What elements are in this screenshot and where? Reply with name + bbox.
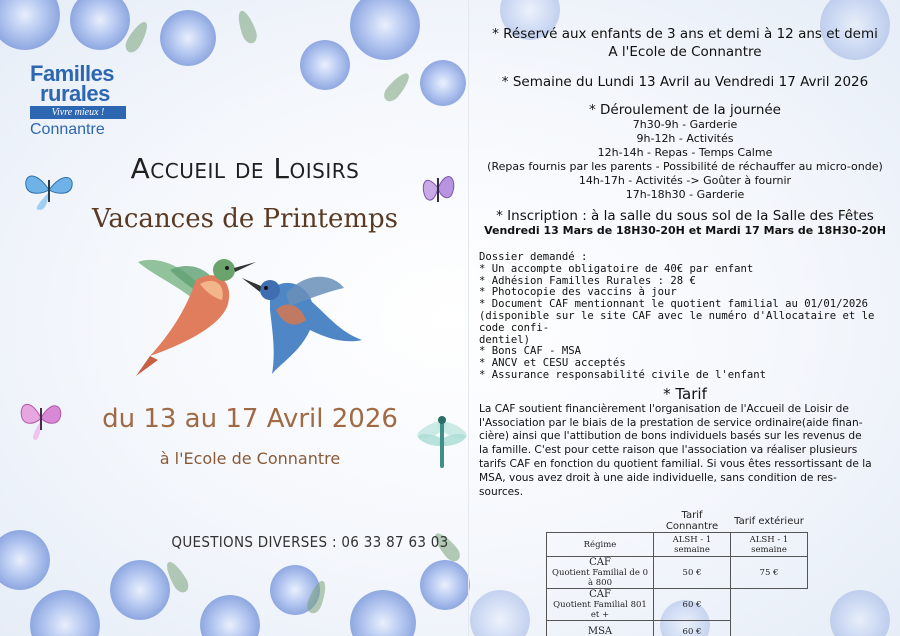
schedule-title: * Déroulement de la journée xyxy=(589,102,781,118)
column-header-connantre: Tarif Connantre xyxy=(665,510,719,532)
logo-town: Connantre xyxy=(30,121,105,138)
table-row xyxy=(547,589,808,621)
flower-decoration-right-bottom xyxy=(830,590,890,636)
schedule-item: (Repas fournis par les parents - Possibilité de réchauffer au micro-onde) xyxy=(487,160,883,173)
inscription-dates: Vendredi 13 Mars de 18H30-20H et Mardi 17 Mars de 18H30-20H xyxy=(484,224,886,237)
flower-decoration-bottom xyxy=(110,560,170,620)
regime-name: CAF xyxy=(589,589,611,600)
price-exterieur: 75 € xyxy=(731,557,808,589)
price-exterieur xyxy=(731,589,808,621)
age-requirement-location: A l'Ecole de Connantre xyxy=(608,44,762,60)
dossier-item: * Un accompte obligatoire de 40€ par enfant xyxy=(479,262,754,275)
flower-decoration-top xyxy=(350,0,420,60)
schedule-list xyxy=(476,118,894,202)
table-blank-cell xyxy=(547,510,654,533)
tarif-line: La CAF soutient financièrement l'organisation de l'Accueil de Loisir de xyxy=(479,402,849,415)
regime-name: MSA xyxy=(587,626,613,636)
dragonfly-icon xyxy=(414,408,470,472)
event-location: à l'Ecole de Connantre xyxy=(159,449,341,468)
dossier-item: (disponible sur le site CAF avec le numéro d'Allocataire et le code confi- xyxy=(479,309,875,334)
flower-decoration-bottom xyxy=(0,530,50,590)
hummingbirds-illustration xyxy=(130,240,370,380)
table-header-row xyxy=(547,533,808,557)
schedule-item: 12h-14h - Repas - Temps Calme xyxy=(597,146,773,159)
flower-decoration-top xyxy=(420,60,466,106)
table-top-row xyxy=(547,510,808,533)
page-subtitle: Vacances de Printemps xyxy=(91,204,398,234)
page-title: Accueil de Loisirs xyxy=(130,152,360,185)
tarif-table xyxy=(546,510,808,636)
leaf-decoration xyxy=(381,69,414,104)
dossier-item: dentiel) xyxy=(479,333,531,346)
flower-decoration-top xyxy=(300,40,350,90)
flower-decoration-bottom xyxy=(420,560,470,610)
week-dates: * Semaine du Lundi 13 Avril au Vendredi 17 Avril 2026 xyxy=(501,74,869,90)
regime-detail: Quotient Familial de 0 à 800 xyxy=(552,568,648,588)
regime-name: CAF xyxy=(589,557,611,568)
schedule-item: 9h-12h - Activités xyxy=(636,132,734,145)
tarif-line: la famille. C'est pour cette raison que l'association va réaliser plusieurs xyxy=(479,444,858,457)
flower-decoration-top xyxy=(160,10,216,66)
tarif-line: cière) ainsi que l'attibution de bons individuels basés sur les revenus de xyxy=(479,430,862,443)
header-alsh-connantre: ALSH - 1 semaine xyxy=(654,533,731,557)
contact-phone: QUESTIONS DIVERSES : 06 33 87 63 03 xyxy=(171,533,449,551)
flower-decoration-right-bottom xyxy=(470,590,530,636)
butterfly-purple-icon xyxy=(418,160,458,214)
regime-cell xyxy=(547,621,654,636)
tarif-description xyxy=(476,403,894,500)
inscription-title: * Inscription : à la salle du sous sol de la Salle des Fêtes xyxy=(496,208,874,224)
age-requirement: * Réservé aux enfants de 3 ans et demi à 12 ans et demi xyxy=(492,26,878,42)
logo-text-line1: Familles xyxy=(30,61,115,86)
flower-decoration-bottom xyxy=(350,590,416,636)
regime-cell xyxy=(547,557,654,589)
price-exterieur xyxy=(731,621,808,636)
logo-tagline: Vivre mieux ! xyxy=(30,106,126,119)
table-row xyxy=(547,621,808,636)
dossier-section xyxy=(476,252,894,382)
price-connantre: 50 € xyxy=(654,557,731,589)
price-connantre: 60 € xyxy=(654,589,731,621)
column-header-exterieur: Tarif extérieur xyxy=(734,515,804,527)
butterfly-pink-icon xyxy=(16,394,66,442)
tarif-line: MSA, vous avez droit à une aide individuelle, sans condition de res- xyxy=(479,471,837,484)
price-connantre: 60 € xyxy=(654,621,731,636)
flower-decoration-top-left xyxy=(0,0,60,50)
schedule-item: 7h30-9h - Garderie xyxy=(632,118,738,131)
info-column xyxy=(476,0,894,499)
table-row xyxy=(547,557,808,589)
header-regime: Régime xyxy=(547,533,654,557)
flower-decoration-top xyxy=(70,0,130,50)
flower-decoration-bottom xyxy=(30,590,100,636)
butterfly-blue-icon xyxy=(22,166,76,212)
dossier-item: * ANCV et CESU acceptés xyxy=(479,357,626,370)
event-dates: du 13 au 17 Avril 2026 xyxy=(102,404,398,434)
dossier-item: * Bons CAF - MSA xyxy=(479,345,582,358)
tarif-title: * Tarif xyxy=(663,384,707,403)
header-alsh-exterieur: ALSH - 1 semaine xyxy=(731,533,808,557)
dossier-title: Dossier demandé : xyxy=(479,251,588,263)
schedule-item: 17h-18h30 - Garderie xyxy=(625,188,745,201)
regime-cell xyxy=(547,589,654,621)
tarif-line: tarifs CAF en fonction du quotient familial. Si vous êtes ressortissant de la xyxy=(479,457,872,470)
logo-text-line2: rurales xyxy=(40,81,110,106)
regime-detail: Quotient Familial 801 et + xyxy=(553,600,647,620)
leaf-decoration xyxy=(235,9,260,46)
tarif-line: l'Association par le biais de la prestation de service ordinaire(aide finan- xyxy=(479,416,863,429)
dossier-item: * Photocopie des vaccins à jour xyxy=(479,286,677,299)
dossier-item: * Assurance responsabilité civile de l'enfant xyxy=(479,368,767,381)
dossier-item: * Document CAF mentionnant le quotient familial au 01/01/2026 xyxy=(479,298,869,311)
familles-rurales-logo xyxy=(30,61,140,156)
schedule-item: 14h-17h - Activités -> Goûter à fournir xyxy=(578,174,792,187)
flower-decoration-bottom xyxy=(200,595,260,636)
tarif-line: sources. xyxy=(479,485,524,498)
dossier-item: * Adhésion Familles Rurales : 28 € xyxy=(479,274,696,287)
